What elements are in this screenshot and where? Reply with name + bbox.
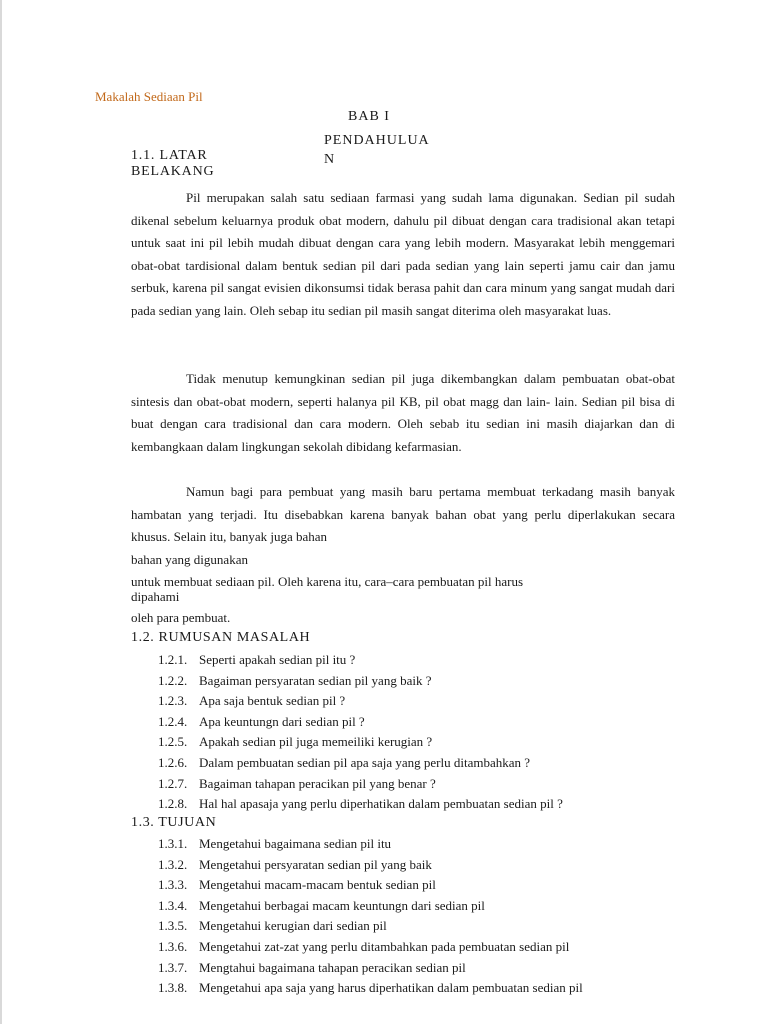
chapter-title-line-1: PENDAHULUA — [324, 133, 430, 148]
chapter-number: BAB I — [348, 109, 390, 124]
paragraph-2-text: Tidak menutup kemungkinan sedian pil juga dikembangkan dalam pembuatan obat-obat sintesis dan obat-obat modern, seperti halanya pil KB, pil obat magg dan lain- lain. Sedian pil bisa di buat dengan cara tradisional dan cara modern. Oleh sebab itu sedian ini masih diajarkan dan di kembangkaan dalam lingkungan sekolah dibidang kefarmasian. — [131, 371, 675, 454]
paragraph-3-line-4: bahan yang digunakan — [131, 552, 248, 567]
page-left-border — [0, 0, 2, 1024]
paragraph-1 — [131, 187, 675, 323]
paragraph-3-line-5: untuk membuat sediaan pil. Oleh karena itu, cara–cara pembuatan pil harus — [131, 574, 524, 589]
section-heading-rumusan-masalah: 1.2. RUMUSAN MASALAH — [131, 630, 311, 645]
paragraph-3-line-6: dipahami — [131, 589, 180, 604]
section-heading-line-1: 1.1. LATAR — [131, 148, 208, 163]
paragraph-1-text: Pil merupakan salah satu sediaan farmasi yang sudah lama digunakan. Sedian pil sudah dikenal sebelum keluarnya produk obat modern, dahulu pil dibuat dengan cara tradisional akan tetapi untuk saat ini pil lebih mudah dibuat dengan cara yang lebih modern. Masyarakat lebih menggemari obat-obat tardisional dalam bentuk sedian pil dari pada sedian yang lain seperti jamu cair dan jamu serbuk, karena pil sangat evisien dikonsumsi tidak berasa pahit dan cara minum yang sangat mudah dari pada sedian yang lain. Oleh sebap itu sedian pil masih sangat diterima oleh masyarakat luas. — [131, 190, 675, 318]
document-header: Makalah Sediaan Pil — [95, 89, 203, 104]
list-item: 1.3.4. Mengetahui berbagai macam keuntungn dari sedian pil — [158, 897, 485, 913]
paragraph-3-line-7: oleh para pembuat. — [131, 610, 231, 625]
chapter-title — [324, 131, 430, 169]
list-item: 1.3.3. Mengetahui macam-macam bentuk sedian pil — [158, 877, 436, 893]
section-heading-line-2: BELAKANG — [131, 164, 215, 179]
paragraph-3-text: Namun bagi para pembuat yang masih baru pertama membuat terkadang masih banyak hambatan yang terjadi. Itu disebabkan karena banyak bahan obat yang perlu diperlakukan secara khusus. Selain itu, banyak juga bahan — [131, 484, 675, 545]
paragraph-3 — [131, 481, 675, 549]
list-item: 1.2.6. Dalam pembuatan sedian pil apa saja yang perlu ditambahkan ? — [158, 754, 531, 770]
list-item: 1.3.8. Mengetahui apa saja yang harus diperhatikan dalam pembuatan sedian pil — [158, 980, 583, 996]
list-item: 1.3.2. Mengetahui persyaratan sedian pil yang baik — [158, 856, 432, 872]
list-item: 1.2.2. Bagaiman persyaratan sedian pil yang baik ? — [158, 672, 432, 688]
tujuan-list — [158, 834, 583, 999]
list-item: 1.2.4. Apa keuntungn dari sedian pil ? — [158, 713, 365, 729]
rumusan-masalah-list — [158, 650, 563, 815]
list-item: 1.2.3. Apa saja bentuk sedian pil ? — [158, 693, 346, 709]
list-item: 1.2.1. Seperti apakah sedian pil itu ? — [158, 652, 356, 667]
chapter-title-line-2: N — [324, 152, 336, 167]
list-item: 1.2.7. Bagaiman tahapan peracikan pil yang benar ? — [158, 775, 436, 791]
section-heading-tujuan: 1.3. TUJUAN — [131, 815, 217, 830]
list-item: 1.2.8. Hal hal apasaja yang perlu diperhatikan dalam pembuatan sedian pil ? — [158, 796, 563, 812]
list-item: 1.3.5. Mengetahui kerugian dari sedian pil — [158, 918, 387, 934]
list-item: 1.3.1. Mengetahui bagaimana sedian pil itu — [158, 836, 392, 851]
list-item: 1.3.7. Mengtahui bagaimana tahapan peracikan sedian pil — [158, 959, 466, 975]
paragraph-2 — [131, 368, 675, 458]
list-item: 1.3.6. Mengetahui zat-zat yang perlu ditambahkan pada pembuatan sedian pil — [158, 938, 570, 954]
section-heading-latar-belakang — [131, 148, 214, 180]
list-item: 1.2.5. Apakah sedian pil juga memeiliki kerugian ? — [158, 734, 433, 750]
